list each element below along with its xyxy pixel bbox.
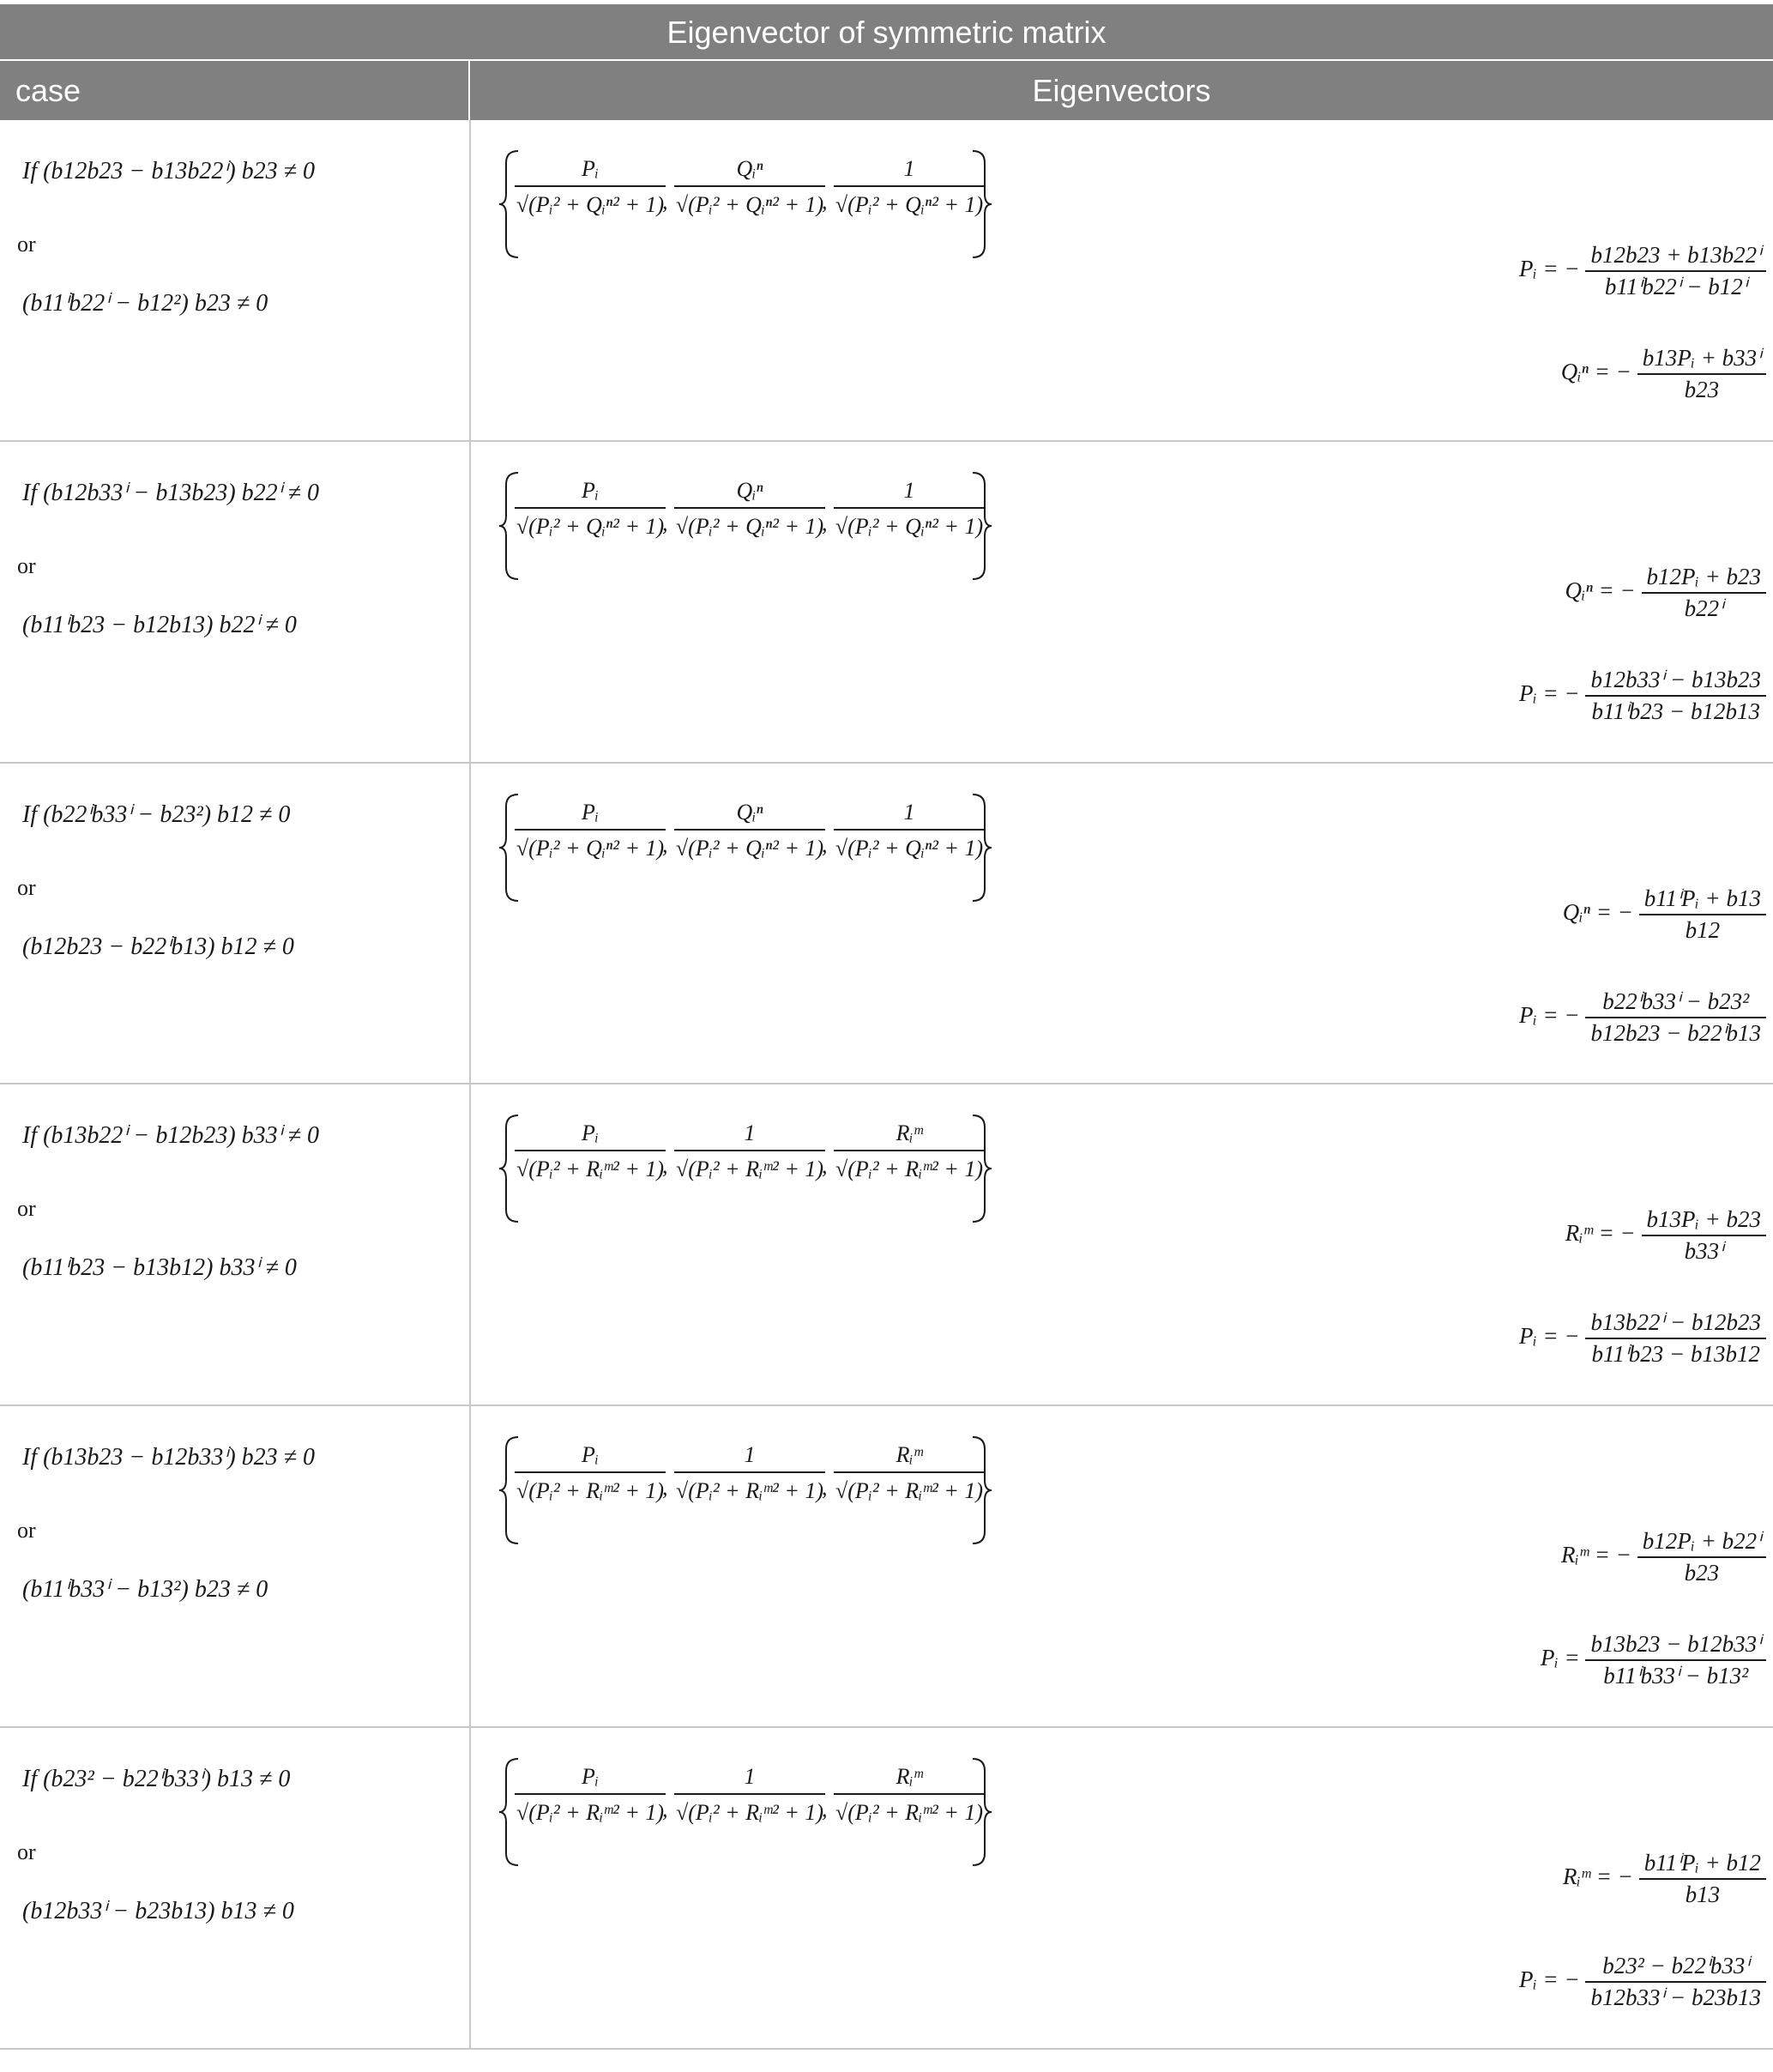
relation-2-denominator: b11ⁱb23 − b13b12 bbox=[1591, 1341, 1760, 1368]
relation-2 bbox=[1561, 345, 1766, 403]
relation-1-denominator: b22ⁱ bbox=[1684, 595, 1723, 621]
normalizer-variable: Qᵢⁿ² bbox=[905, 192, 938, 217]
relation-1 bbox=[1563, 1850, 1766, 1908]
case-condition-1: If (b13b23 − b12b33ⁱ) b23 ≠ 0 bbox=[22, 1444, 316, 1471]
relation-2 bbox=[1519, 988, 1766, 1047]
relation-2-lhs: Pᵢ = − bbox=[1518, 1323, 1580, 1350]
eigenvector-component-1: Pᵢ bbox=[515, 478, 666, 509]
eigenvector-normalizer-2: √(Pᵢ² + Rᵢᵐ² + 1) bbox=[675, 1478, 824, 1504]
relation-1 bbox=[1519, 242, 1766, 300]
table-row bbox=[0, 120, 1773, 442]
table-row bbox=[0, 1406, 1773, 1728]
table-row bbox=[0, 764, 1773, 1085]
eigenvector-component-1: Pᵢ bbox=[515, 156, 666, 187]
eigenvector-normalizer-1: √(Pᵢ² + Rᵢᵐ² + 1) bbox=[516, 1478, 665, 1504]
eigenvector-normalizer-3: √(Pᵢ² + Rᵢᵐ² + 1) bbox=[835, 1478, 984, 1504]
eigenvector-component-1: Pᵢ bbox=[515, 1764, 666, 1795]
relation-2-lhs: Qᵢⁿ = − bbox=[1560, 359, 1631, 385]
relation-1 bbox=[1565, 564, 1766, 622]
relation-1-numerator: b12Pᵢ + b22ⁱ bbox=[1637, 1528, 1766, 1558]
relation-1-denominator: b12 bbox=[1685, 916, 1721, 943]
case-condition-2: (b11ⁱb23 − b13b12) b33ⁱ ≠ 0 bbox=[22, 1254, 297, 1282]
normalizer-variable: Rᵢᵐ² bbox=[745, 1478, 779, 1504]
relation-2-lhs: Pᵢ = − bbox=[1518, 1966, 1580, 1993]
case-condition-2: (b12b23 − b22ⁱb13) b12 ≠ 0 bbox=[22, 933, 294, 960]
table-header-row bbox=[0, 61, 1773, 120]
case-condition-2: (b11ⁱb22ⁱ − b12²) b23 ≠ 0 bbox=[22, 290, 268, 317]
relation-1-lhs: Rᵢᵐ = − bbox=[1562, 1864, 1633, 1890]
eigenvector-normalizer-3: √(Pᵢ² + Rᵢᵐ² + 1) bbox=[835, 1800, 984, 1825]
eigenvector-component-1: Pᵢ bbox=[515, 1442, 666, 1473]
eigenvector-normalizer-1: √(Pᵢ² + Rᵢᵐ² + 1) bbox=[516, 1800, 665, 1825]
relation-2 bbox=[1541, 1631, 1766, 1689]
relation-1-numerator: b11ⁱPᵢ + b12 bbox=[1639, 1850, 1766, 1880]
relation-2-numerator: b13Pᵢ + b33ⁱ bbox=[1637, 345, 1766, 375]
eigenvector-component-3: Rᵢᵐ bbox=[834, 1121, 985, 1151]
eigenvector-component-3: 1 bbox=[834, 800, 985, 831]
normalizer-variable: Qᵢⁿ² bbox=[745, 835, 779, 861]
normalizer-variable: Rᵢᵐ² bbox=[905, 1157, 938, 1182]
relation-1-lhs: Qᵢⁿ = − bbox=[1565, 577, 1636, 603]
eigenvector-component-1: Pᵢ bbox=[515, 800, 666, 831]
normalizer-variable: Rᵢᵐ² bbox=[905, 1800, 938, 1825]
table-row bbox=[0, 442, 1773, 764]
relation-2-numerator: b22ⁱb33ⁱ − b23² bbox=[1585, 988, 1766, 1018]
eigenvector-normalizer-2: √(Pᵢ² + Qᵢⁿ² + 1) bbox=[675, 835, 824, 861]
normalizer-variable: Rᵢᵐ² bbox=[586, 1800, 619, 1825]
relation-1 bbox=[1561, 1528, 1766, 1586]
normalizer-variable: Qᵢⁿ² bbox=[905, 513, 938, 539]
column-header-case: case bbox=[15, 73, 81, 108]
relation-1-denominator: b23 bbox=[1684, 1560, 1720, 1586]
eigenvector-component-2: Qᵢⁿ bbox=[674, 800, 825, 831]
case-or-label: or bbox=[17, 1196, 36, 1222]
relation-1-numerator: b13Pᵢ + b23 bbox=[1642, 1206, 1766, 1236]
normalizer-variable: Rᵢᵐ² bbox=[745, 1800, 779, 1825]
comma-separator: , bbox=[822, 1475, 828, 1501]
eigenvector-normalizer-2: √(Pᵢ² + Rᵢᵐ² + 1) bbox=[675, 1157, 824, 1182]
eigenvector-component-2: Qᵢⁿ bbox=[674, 478, 825, 509]
table-title: Eigenvector of symmetric matrix bbox=[0, 4, 1773, 61]
case-or-label: or bbox=[17, 1839, 36, 1864]
case-condition-1: If (b13b22ⁱ − b12b23) b33ⁱ ≠ 0 bbox=[22, 1122, 320, 1150]
eigenvector-normalizer-1: √(Pᵢ² + Qᵢⁿ² + 1) bbox=[516, 513, 665, 539]
relation-1-numerator: b11ⁱPᵢ + b13 bbox=[1639, 885, 1766, 915]
eigenvector-component-1: Pᵢ bbox=[515, 1121, 666, 1151]
eigenvector-normalizer-1: √(Pᵢ² + Qᵢⁿ² + 1) bbox=[516, 835, 665, 861]
relation-1-lhs: Qᵢⁿ = − bbox=[1562, 898, 1633, 925]
eigenvector-expression bbox=[496, 788, 993, 908]
case-condition-2: (b12b33ⁱ − b23b13) b13 ≠ 0 bbox=[22, 1898, 294, 1924]
comma-separator: , bbox=[822, 1153, 828, 1179]
case-condition-1: If (b22ⁱb33ⁱ − b23²) b12 ≠ 0 bbox=[22, 800, 291, 828]
eigenvector-normalizer-2: √(Pᵢ² + Qᵢⁿ² + 1) bbox=[675, 513, 824, 539]
normalizer-variable: Rᵢᵐ² bbox=[905, 1478, 938, 1504]
relation-2-lhs: Pᵢ = − bbox=[1518, 1001, 1580, 1028]
eigenvector-component-2: Qᵢⁿ bbox=[674, 156, 825, 187]
relation-1 bbox=[1563, 885, 1766, 944]
case-condition-1: If (b23² − b22ⁱb33ⁱ) b13 ≠ 0 bbox=[22, 1766, 291, 1792]
case-or-label: or bbox=[17, 232, 36, 257]
relation-2-lhs: Pᵢ = − bbox=[1518, 680, 1580, 706]
comma-separator: , bbox=[662, 189, 668, 214]
comma-separator: , bbox=[662, 1475, 668, 1501]
eigenvector-expression bbox=[496, 1430, 993, 1550]
eigenvector-component-3: Rᵢᵐ bbox=[834, 1764, 985, 1795]
relation-2-denominator: b11ⁱb23 − b12b13 bbox=[1591, 698, 1760, 724]
relation-2 bbox=[1519, 667, 1766, 725]
case-condition-1: If (b12b33ⁱ − b13b23) b22ⁱ ≠ 0 bbox=[22, 479, 320, 506]
comma-separator: , bbox=[822, 189, 828, 214]
normalizer-variable: Qᵢⁿ² bbox=[745, 192, 779, 217]
eigenvector-normalizer-2: √(Pᵢ² + Rᵢᵐ² + 1) bbox=[675, 1800, 824, 1825]
relation-2-numerator: b12b33ⁱ − b13b23 bbox=[1585, 667, 1766, 697]
case-or-label: or bbox=[17, 874, 36, 900]
relation-1-denominator: b13 bbox=[1685, 1882, 1721, 1907]
relation-2 bbox=[1519, 1953, 1766, 2011]
relation-1-denominator: b33ⁱ bbox=[1684, 1238, 1723, 1265]
eigenvector-normalizer-3: √(Pᵢ² + Rᵢᵐ² + 1) bbox=[835, 1157, 984, 1182]
comma-separator: , bbox=[662, 831, 668, 857]
relation-2-denominator: b12b23 − b22ⁱb13 bbox=[1590, 1019, 1761, 1046]
normalizer-variable: Rᵢᵐ² bbox=[745, 1157, 779, 1182]
comma-separator: , bbox=[662, 1153, 668, 1179]
relation-2-denominator: b11ⁱb33ⁱ − b13² bbox=[1603, 1663, 1749, 1689]
case-or-label: or bbox=[17, 553, 36, 578]
relation-1-numerator: b12Pᵢ + b23 bbox=[1642, 564, 1766, 594]
case-or-label: or bbox=[17, 1518, 36, 1543]
eigenvector-normalizer-3: √(Pᵢ² + Qᵢⁿ² + 1) bbox=[835, 192, 984, 217]
relation-2-numerator: b23² − b22ⁱb33ⁱ bbox=[1585, 1953, 1766, 1983]
eigenvector-component-3: Rᵢᵐ bbox=[834, 1442, 985, 1473]
relation-2 bbox=[1519, 1309, 1766, 1368]
relation-1-denominator: b11ⁱb22ⁱ − b12ⁱ bbox=[1604, 274, 1747, 299]
normalizer-variable: Rᵢᵐ² bbox=[586, 1157, 619, 1182]
normalizer-variable: Qᵢⁿ² bbox=[905, 835, 938, 861]
comma-separator: , bbox=[822, 510, 828, 535]
relation-2-lhs: Pᵢ = bbox=[1540, 1645, 1580, 1671]
column-divider bbox=[469, 120, 471, 2050]
eigenvector-expression bbox=[496, 144, 993, 264]
relation-2-denominator: b12b33ⁱ − b23b13 bbox=[1590, 1984, 1761, 2010]
relation-2-numerator: b13b23 − b12b33ⁱ bbox=[1585, 1631, 1766, 1661]
table-row bbox=[0, 1728, 1773, 2050]
eigenvector-expression bbox=[496, 1108, 993, 1229]
eigenvector-normalizer-1: √(Pᵢ² + Rᵢᵐ² + 1) bbox=[516, 1157, 665, 1182]
relation-1-lhs: Rᵢᵐ = − bbox=[1560, 1542, 1631, 1568]
normalizer-variable: Qᵢⁿ² bbox=[586, 835, 619, 861]
column-header-eigenvectors: Eigenvectors bbox=[1032, 73, 1211, 108]
relation-1-lhs: Rᵢᵐ = − bbox=[1565, 1220, 1636, 1247]
eigenvector-component-2: 1 bbox=[674, 1442, 825, 1473]
relation-1-numerator: b12b23 + b13b22ⁱ bbox=[1585, 242, 1766, 272]
eigenvector-normalizer-1: √(Pᵢ² + Qᵢⁿ² + 1) bbox=[516, 192, 665, 217]
comma-separator: , bbox=[662, 510, 668, 535]
relation-2-denominator: b23 bbox=[1684, 377, 1720, 402]
eigenvector-normalizer-3: √(Pᵢ² + Qᵢⁿ² + 1) bbox=[835, 835, 984, 861]
eigenvector-component-2: 1 bbox=[674, 1764, 825, 1795]
relation-2-numerator: b13b22ⁱ − b12b23 bbox=[1585, 1309, 1766, 1339]
eigenvector-component-3: 1 bbox=[834, 478, 985, 509]
relation-1-lhs: Pᵢ = − bbox=[1518, 256, 1580, 282]
normalizer-variable: Rᵢᵐ² bbox=[586, 1478, 619, 1504]
comma-separator: , bbox=[662, 1797, 668, 1821]
case-condition-2: (b11ⁱb33ⁱ − b13²) b23 ≠ 0 bbox=[22, 1576, 268, 1604]
normalizer-variable: Qᵢⁿ² bbox=[586, 513, 619, 539]
normalizer-variable: Qᵢⁿ² bbox=[745, 513, 779, 539]
eigenvector-expression bbox=[496, 466, 993, 586]
comma-separator: , bbox=[822, 831, 828, 857]
table-row bbox=[0, 1084, 1773, 1406]
eigenvector-component-3: 1 bbox=[834, 156, 985, 187]
comma-separator: , bbox=[822, 1797, 828, 1821]
normalizer-variable: Qᵢⁿ² bbox=[586, 192, 619, 217]
case-condition-2: (b11ⁱb23 − b12b13) b22ⁱ ≠ 0 bbox=[22, 611, 297, 638]
eigenvector-expression bbox=[496, 1752, 993, 1872]
case-condition-1: If (b12b23 − b13b22ⁱ) b23 ≠ 0 bbox=[22, 158, 316, 184]
eigenvector-component-2: 1 bbox=[674, 1121, 825, 1151]
eigenvector-normalizer-3: √(Pᵢ² + Qᵢⁿ² + 1) bbox=[835, 513, 984, 539]
relation-1 bbox=[1565, 1206, 1766, 1265]
eigenvector-normalizer-2: √(Pᵢ² + Qᵢⁿ² + 1) bbox=[675, 192, 824, 217]
